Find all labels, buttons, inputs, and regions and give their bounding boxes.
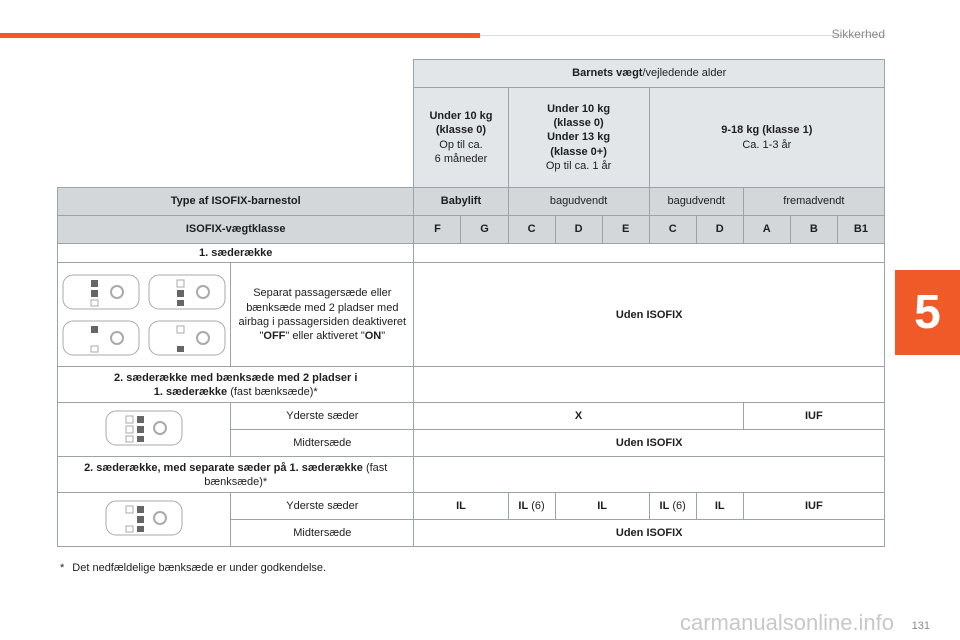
middle-seat-label: Midtersæde — [231, 430, 414, 457]
il-cell: IL — [555, 493, 649, 520]
weight-class-label: ISOFIX-vægtklasse — [58, 216, 414, 244]
car-seat-layout-icon — [61, 272, 141, 312]
middle-seat-label: Midtersæde — [231, 520, 414, 547]
weight-class-cell: A — [743, 216, 790, 244]
weight-class-cell: B — [790, 216, 837, 244]
group-a-header: Under 10 kg (klasse 0) Op til ca. 6 måneder — [414, 88, 508, 188]
outer-seats-iuf: IUF — [743, 403, 884, 430]
outer-seats-label: Yderste sæder — [231, 493, 414, 520]
outer-seats-label: Yderste sæder — [231, 403, 414, 430]
weight-class-cell: G — [461, 216, 508, 244]
weight-class-cell: F — [414, 216, 461, 244]
row-3-diagram — [58, 493, 231, 547]
outer-seats-value: X — [414, 403, 743, 430]
weight-class-cell: B1 — [837, 216, 884, 244]
seat-type-cell: bagudvendt — [649, 188, 743, 216]
chapter-number: 5 — [914, 286, 941, 339]
car-seat-layout-icon — [147, 318, 227, 358]
group-c-header: 9-18 kg (klasse 1) Ca. 1-3 år — [649, 88, 884, 188]
front-seat-description: Separat passagersæde eller bænksæde med 2 pladser med airbag i passagersiden deaktiveret "OFF" eller aktiveret "ON" — [231, 263, 414, 367]
il-cell: IL — [414, 493, 508, 520]
weight-class-cell: C — [649, 216, 696, 244]
car-seat-layout-icon — [61, 318, 141, 358]
chapter-tab — [895, 270, 960, 355]
row-2-diagram — [58, 403, 231, 457]
seat-type-cell: Babylift — [414, 188, 508, 216]
row-1-title: 1. sæderække — [58, 244, 414, 263]
footnote: * Det nedfældelige bænksæde er under godkendelse. — [60, 562, 327, 574]
car-seat-layout-icon — [147, 272, 227, 312]
weight-class-cell: C — [508, 216, 555, 244]
accent-bar — [0, 33, 480, 38]
front-seat-value: Uden ISOFIX — [414, 263, 885, 367]
isofix-table — [57, 59, 885, 547]
il-cell: IL (6) — [508, 493, 555, 520]
row-3-title: 2. sæderække, med separate sæder på 1. sæderække (fast bænksæde)* — [58, 457, 414, 493]
page-number: 131 — [911, 620, 930, 632]
car-seat-layout-icon — [104, 408, 184, 448]
front-seat-diagrams — [58, 263, 231, 367]
section-title: Sikkerhed — [831, 27, 885, 41]
middle-seat-value: Uden ISOFIX — [414, 520, 885, 547]
outer-seats-iuf: IUF — [743, 493, 884, 520]
seat-type-cell: bagudvendt — [508, 188, 649, 216]
car-seat-layout-icon — [104, 498, 184, 538]
weight-class-cell: E — [602, 216, 649, 244]
il-cell: IL — [696, 493, 743, 520]
row-2-title: 2. sæderække med bænksæde med 2 pladser i 1. sæderække (fast bænksæde)* — [58, 367, 414, 403]
watermark: carmanualsonline.info — [680, 610, 895, 635]
seat-type-label: Type af ISOFIX-barnestol — [58, 188, 414, 216]
seat-type-cell: fremadvendt — [743, 188, 884, 216]
il-cell: IL (6) — [649, 493, 696, 520]
weight-header: Barnets vægt/vejledende alder — [414, 60, 885, 88]
group-b-header: Under 10 kg (klasse 0) Under 13 kg (klasse 0+) Op til ca. 1 år — [508, 88, 649, 188]
header-rule — [480, 35, 885, 36]
middle-seat-value: Uden ISOFIX — [414, 430, 885, 457]
weight-class-cell: D — [696, 216, 743, 244]
weight-class-cell: D — [555, 216, 602, 244]
